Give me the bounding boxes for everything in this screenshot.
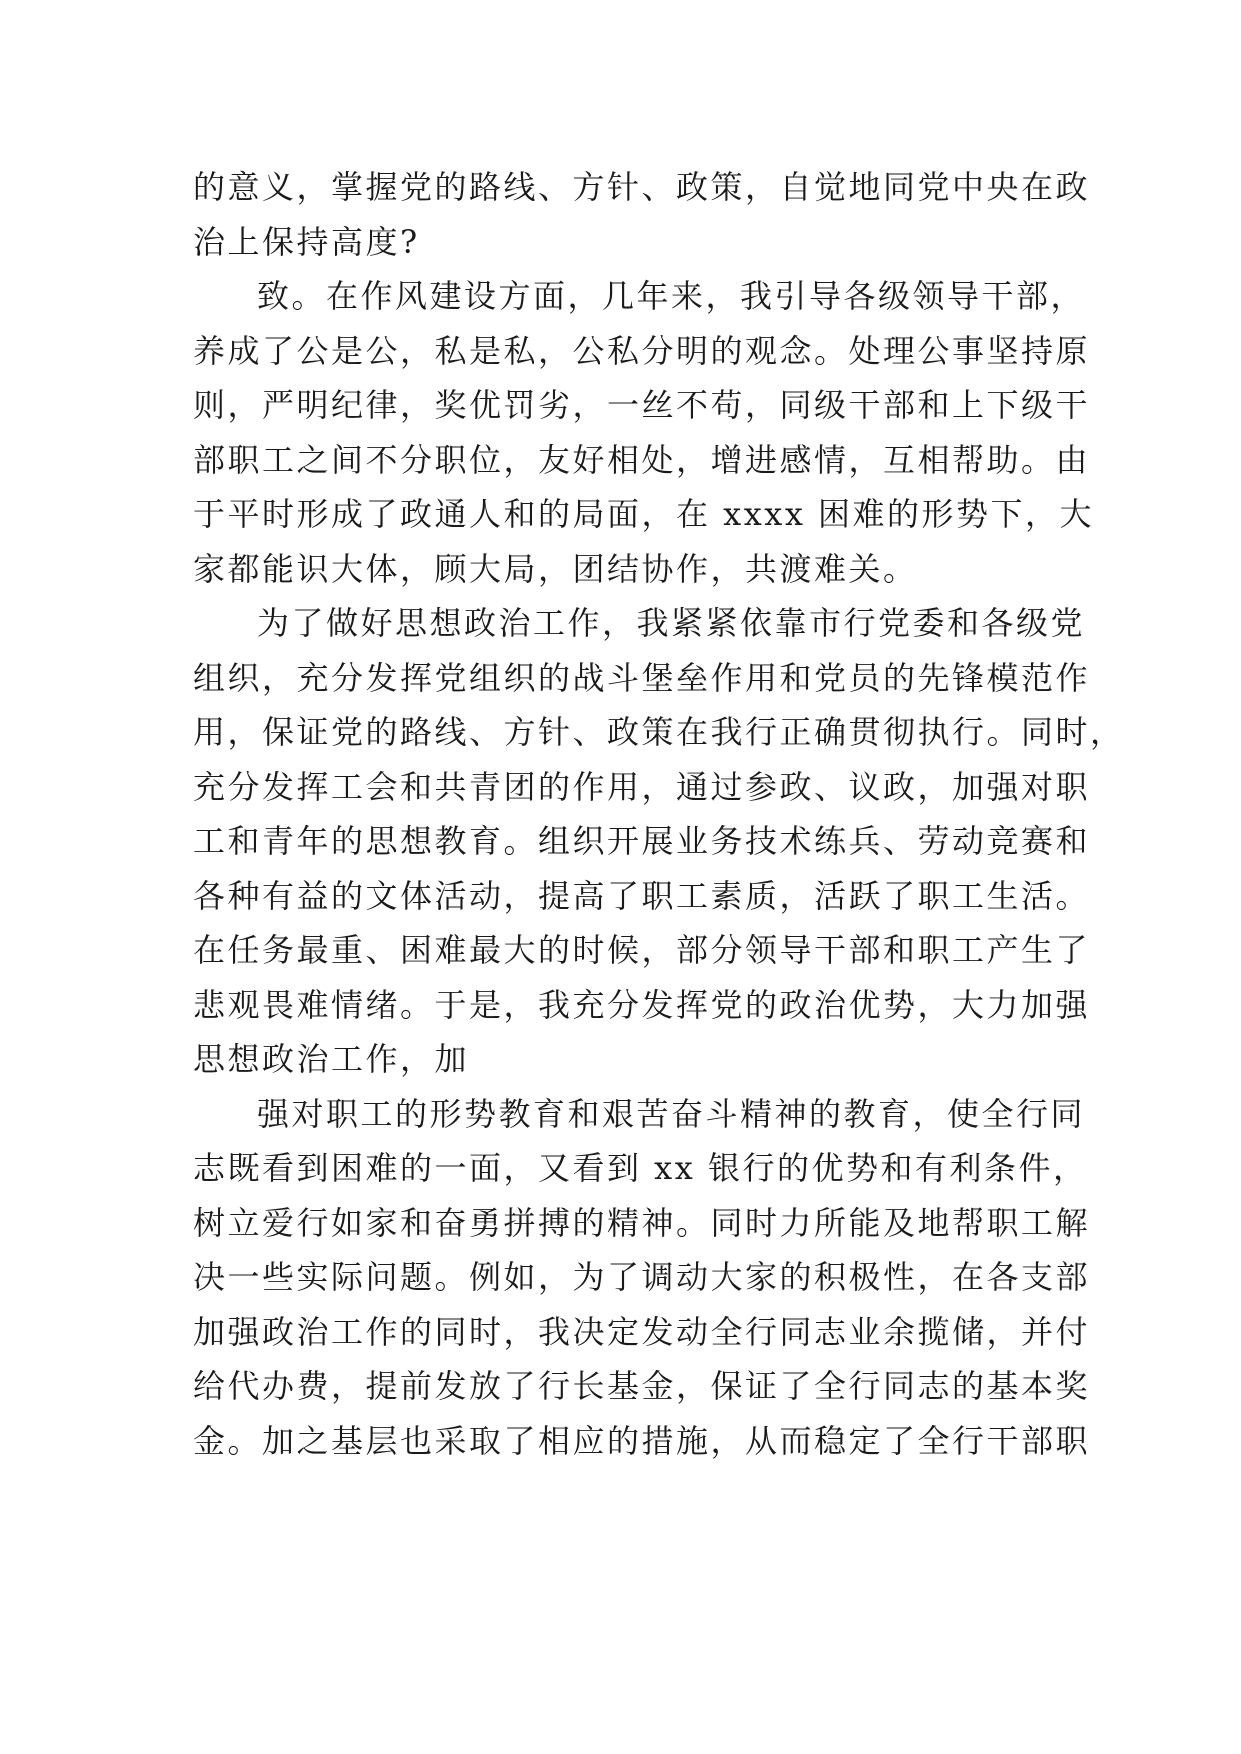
text-line: 的意义，掌握党的路线、方针、政策，自觉地同党中央在政 [193, 168, 1091, 206]
text-line: 给代办费，提前发放了行长基金，保证了全行同志的基本奖 [193, 1367, 1091, 1405]
text-line: 于平时形成了政通人和的局面，在 xxxx 困难的形势下，大 [193, 495, 1095, 533]
text-line: 悲观畏难情绪。于是，我充分发挥党的政治优势，大力加强 [193, 985, 1091, 1024]
text-line: 家都能识大体，顾大局，团结协作，共渡难关。 [193, 549, 918, 588]
text-line: 志既看到困难的一面，又看到 xx 银行的优势和有利条件， [193, 1149, 1088, 1187]
paragraph-1 [193, 160, 1091, 269]
text-line: 用，保证党的路线、方针、政策在我行正确贯彻执行。同时， [193, 713, 1125, 751]
paragraph-4 [193, 1087, 1091, 1469]
text-line: 各种有益的文体活动，提高了职工素质，活跃了职工生活。 [193, 876, 1091, 915]
text-line: 强对职工的形势教育和艰苦奋斗精神的教育，使全行同 [257, 1094, 1086, 1133]
text-line: 在任务最重、困难最大的时候，部分领导干部和职工产生了 [193, 931, 1091, 969]
text-line: 则，严明纪律，奖优罚劣，一丝不苟，同级干部和上下级干 [193, 386, 1091, 424]
text-line: 致。在作风建设方面，几年来，我引导各级领导干部， [257, 277, 1086, 315]
paragraph-2 [193, 269, 1095, 596]
text-line: 决一些实际问题。例如，为了调动大家的积极性，在各支部 [193, 1258, 1091, 1296]
text-line: 部职工之间不分职位，友好相处，增进感情，互相帮助。由 [193, 440, 1091, 479]
text-line: 金。加之基层也采取了相应的措施，从而稳定了全行干部职 [193, 1421, 1091, 1460]
paragraph-3 [193, 596, 1125, 1087]
text-line: 树立爱行如家和奋勇拼搏的精神。同时力所能及地帮职工解 [193, 1203, 1091, 1242]
text-line: 加强政治工作的同时，我决定发动全行同志业余揽储，并付 [193, 1312, 1091, 1351]
text-line: 为了做好思想政治工作，我紧紧依靠市行党委和各级党 [257, 604, 1086, 642]
text-line: 思想政治工作，加 [193, 1040, 470, 1078]
text-line: 充分发挥工会和共青团的作用，通过参政、议政，加强对职 [193, 767, 1091, 806]
text-line: 治上保持高度? [193, 222, 420, 261]
text-line: 养成了公是公，私是私，公私分明的观念。处理公事坚持原 [193, 331, 1091, 370]
text-line: 组织，充分发挥党组织的战斗堡垒作用和党员的先锋模范作 [193, 658, 1091, 697]
text-line: 工和青年的思想教育。组织开展业务技术练兵、劳动竞赛和 [193, 822, 1091, 860]
document-body [193, 160, 1125, 1468]
